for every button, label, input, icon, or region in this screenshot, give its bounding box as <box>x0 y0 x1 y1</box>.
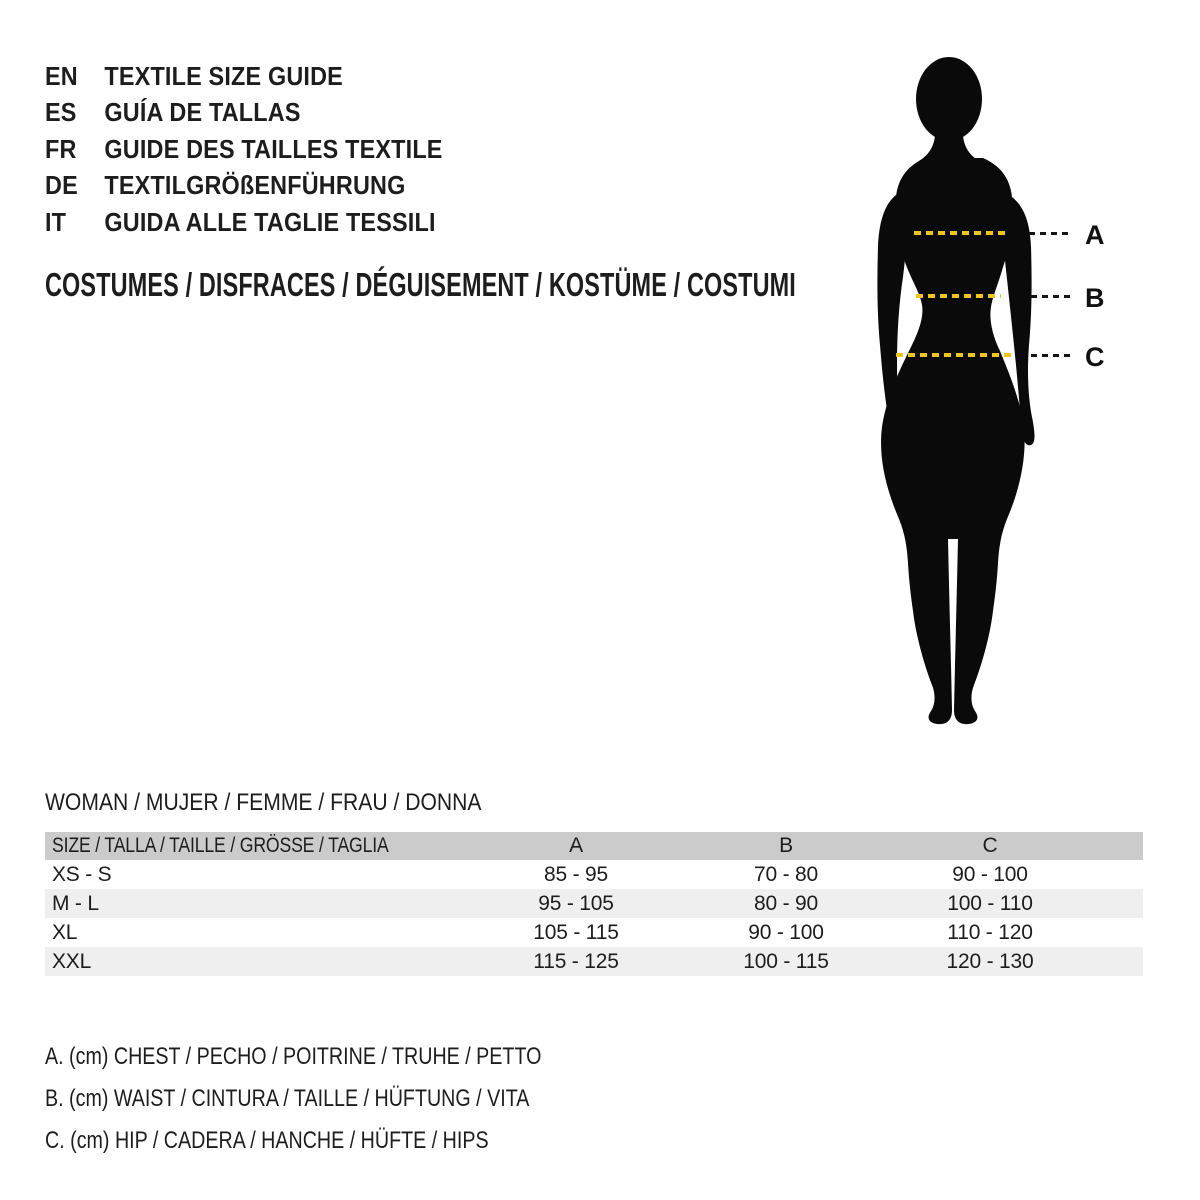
language-code: EN <box>45 60 78 91</box>
measure-label-a: A <box>1085 220 1105 250</box>
legend-item-waist: B. (cm) WAIST / CINTURA / TAILLE / HÜFTUNG / VITA <box>45 1085 530 1112</box>
measurement-legend <box>45 1036 541 1162</box>
value-c-cell: 120 - 130 <box>946 949 1034 973</box>
size-cell: M - L <box>52 891 99 915</box>
chest-body-dash-line <box>914 231 1006 235</box>
value-b-cell: 70 - 80 <box>754 862 818 886</box>
value-c-cell: 90 - 100 <box>952 862 1028 886</box>
language-guide-list <box>45 58 443 241</box>
language-item-fr <box>45 131 443 168</box>
size-cell: XXL <box>52 949 92 973</box>
col-b-header: B <box>779 834 793 857</box>
language-label: GUIDE DES TAILLES TEXTILE <box>104 133 443 164</box>
language-code: DE <box>45 170 78 201</box>
language-code: IT <box>45 206 67 237</box>
measure-label-c: C <box>1085 342 1105 372</box>
table-row <box>45 860 1143 889</box>
language-item-de <box>45 168 443 205</box>
hip-body-dash-line <box>896 353 1012 357</box>
size-cell: XS - S <box>52 862 112 886</box>
legend-item-hip: C. (cm) HIP / CADERA / HANCHE / HÜFTE / HIPS <box>45 1127 489 1154</box>
value-a-cell: 85 - 95 <box>544 862 608 886</box>
size-table <box>45 832 1143 976</box>
language-item-en <box>45 58 443 95</box>
language-label: GUIDA ALLE TAGLIE TESSILI <box>104 206 436 237</box>
table-row <box>45 947 1143 976</box>
col-c-header: C <box>982 834 998 857</box>
size-figure <box>875 55 1045 735</box>
value-a-cell: 105 - 115 <box>533 920 619 944</box>
waist-pointer-dash-line <box>1031 295 1073 298</box>
value-a-cell: 115 - 125 <box>533 949 619 973</box>
value-a-cell: 95 - 105 <box>538 891 614 915</box>
value-c-cell: 110 - 120 <box>947 920 1033 944</box>
language-code: FR <box>45 133 77 164</box>
value-b-cell: 100 - 115 <box>743 949 829 973</box>
table-header-row <box>45 832 1143 860</box>
value-c-cell: 100 - 110 <box>947 891 1033 915</box>
size-section-title: WOMAN / MUJER / FEMME / FRAU / DONNA <box>45 789 482 816</box>
language-label: GUÍA DE TALLAS <box>104 97 301 128</box>
col-size-header: SIZE / TALLA / TAILLE / GRÖSSE / TAGLIA <box>52 834 389 857</box>
table-row <box>45 889 1143 918</box>
measure-label-b: B <box>1085 283 1105 313</box>
category-title: COSTUMES / DISFRACES / DÉGUISEMENT / KOSTÜME / COSTUMI <box>45 266 796 303</box>
value-b-cell: 90 - 100 <box>748 920 824 944</box>
language-item-it <box>45 204 443 241</box>
language-label: TEXTILGRÖßENFÜHRUNG <box>104 170 406 201</box>
waist-body-dash-line <box>916 294 1001 298</box>
value-b-cell: 80 - 90 <box>754 891 818 915</box>
language-item-es <box>45 95 443 132</box>
hip-pointer-dash-line <box>1031 354 1073 357</box>
size-cell: XL <box>52 920 78 944</box>
legend-item-chest: A. (cm) CHEST / PECHO / POITRINE / TRUHE / PETTO <box>45 1043 542 1070</box>
language-label: TEXTILE SIZE GUIDE <box>104 60 343 91</box>
woman-silhouette-icon <box>875 55 1045 735</box>
col-a-header: A <box>569 834 583 857</box>
language-code: ES <box>45 97 77 128</box>
table-row <box>45 918 1143 947</box>
chest-pointer-dash-line <box>1029 232 1073 235</box>
